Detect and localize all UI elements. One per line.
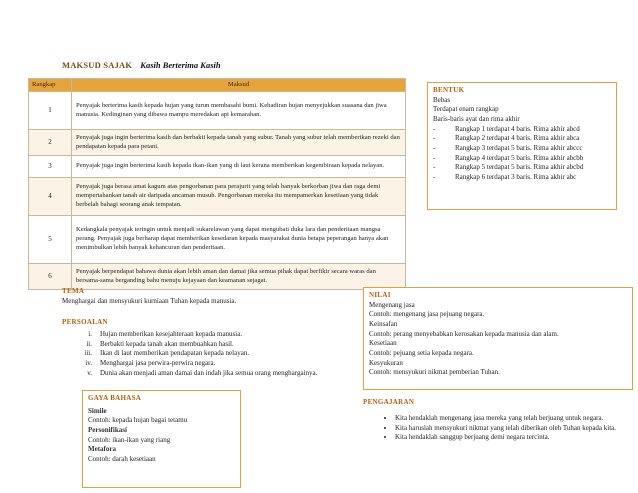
- title-label: MAKSUD SAJAK: [62, 60, 133, 70]
- table-row: [29, 216, 406, 264]
- gaya-subheading: Metafora: [88, 445, 116, 454]
- row-number: 6: [29, 264, 72, 290]
- pengajaran-section: [363, 398, 633, 443]
- list-item: • Kita hendaklah sanggup berjuang demi negara tercinta.: [395, 433, 633, 443]
- pengajaran-list: [363, 414, 633, 443]
- list-item: [62, 359, 317, 369]
- list-item: [433, 163, 611, 173]
- row-text: Penyajak berterima kasih kepada hujan yang turun membasahi bumi. Kehadiran hujan menyejukkan suasana dan jiwa manusia. Kedinginan yang dibawa mampu meredakan api kemarahan.: [72, 92, 406, 130]
- bentuk-item: Rangkap 3 terdapat 5 baris. Rima akhir abccc: [455, 143, 583, 152]
- table-row: [29, 92, 406, 130]
- list-item: [433, 134, 611, 144]
- persoalan-section: [62, 318, 317, 379]
- row-text: Penyajak berpendapat bahawa dunia akan lebih aman dan damai jika semua pihak dapat berfikir secara waras dan bersama-sama berganding bahu menuju kejayaan dan keamanan sejagat.: [72, 264, 406, 290]
- nilai-line: Contoh: mengenang jasa pejuang negara.: [369, 310, 485, 319]
- row-number: 5: [29, 216, 72, 264]
- bentuk-heading: BENTUK: [433, 86, 465, 94]
- bentuk-item: Rangkap 5 terdapat 5 baris. Rima akhir abcbd: [455, 163, 584, 172]
- persoalan-heading: PERSOALAN: [62, 318, 108, 326]
- bentuk-line: Terdapat enam rangkap: [433, 105, 499, 114]
- dash-marker: -: [433, 124, 436, 133]
- bentuk-item: Rangkap 2 terdapat 4 baris. Rima akhir abca: [455, 134, 580, 143]
- list-item: [62, 330, 317, 340]
- bentuk-line: Bebas: [433, 95, 451, 104]
- item-numeral: v.: [87, 368, 92, 377]
- list-item: [433, 173, 611, 183]
- dash-marker: -: [433, 134, 436, 143]
- nilai-line: Contoh: pejuang setia kepada negara.: [369, 348, 474, 357]
- nilai-line: Kesyukuran: [369, 358, 403, 367]
- gaya-heading: GAYA BAHASA: [88, 394, 142, 402]
- table-row: [29, 264, 406, 290]
- row-number: 3: [29, 156, 72, 178]
- list-item: • Kita haruslah mensyukuri nikmat yang telah diberikan oleh Tuhan kepada kita.: [395, 424, 633, 434]
- item-numeral: i.: [88, 329, 92, 338]
- row-text: Penyajak juga ingin berterima kasih kepada ikan-ikan yang di laut kerana memberikan kegembiraan kepada nelayan.: [72, 156, 406, 178]
- nilai-line: Keinsafan: [369, 319, 398, 328]
- row-text: Penyajak juga berasa amat kagum atas pengorbanan para perajurit yang telah banyak berkorban jiwa dan raga demi mempertahankan tanah air daripada ancaman musuh. Pengorbanan mereka itu mempamerkan kesetiaan yang tidak berbelah bahagi seorang anak tempatan.: [72, 178, 406, 216]
- bentuk-box: [427, 82, 617, 210]
- row-text: Kedangkala penyajak teringin untuk menjadi sukarelawan yang dapat mengubati duka lara dan penderitaan mangsa perang. Penyajak juga berharap dapat memberikan kesedaran kepada masyarakat dunia betapa peperangan hanya akan menimbulkan lebih banyak kehancuran dan penderitaan.: [72, 216, 406, 264]
- table-row: [29, 156, 406, 178]
- list-item: [433, 144, 611, 154]
- item-text: Dunia akan menjadi aman damai dan indah jika semua orang menghargainya.: [100, 368, 318, 377]
- item-numeral: iv.: [85, 359, 92, 368]
- gaya-bahasa-box: [82, 390, 241, 488]
- table-header-row: [29, 79, 406, 92]
- dash-marker: -: [433, 172, 436, 181]
- document-title: [62, 60, 221, 70]
- column-header-maksud: Maksud: [72, 79, 406, 92]
- list-item: [433, 125, 611, 135]
- list-item: [62, 340, 317, 350]
- dash-marker: -: [433, 163, 436, 172]
- list-item: [62, 349, 317, 359]
- row-number: 2: [29, 130, 72, 156]
- item-text: Hujan memberikan kesejahteraan kepada manusia.: [100, 329, 243, 338]
- nilai-line: Contoh: perang menyebabkan kerosakan kepada manusia dan alam.: [369, 329, 559, 338]
- gaya-example: Contoh: ikan-ikan yang riang: [88, 435, 171, 444]
- item-numeral: iii.: [84, 349, 92, 358]
- dash-marker: -: [433, 153, 436, 162]
- poem-title: Kasih Berterima Kasih: [140, 60, 221, 70]
- tema-section: [62, 287, 236, 307]
- bentuk-item: Rangkap 6 terdapat 3 baris. Rima akhir abc: [455, 172, 577, 181]
- dash-marker: -: [433, 143, 436, 152]
- gaya-example: Contoh: darah kesetiaan: [88, 454, 156, 463]
- maksud-table: [28, 78, 406, 290]
- table-row: [29, 178, 406, 216]
- row-number: 4: [29, 178, 72, 216]
- pengajaran-heading: PENGAJARAN: [363, 398, 415, 406]
- nilai-heading: NILAI: [369, 291, 391, 299]
- table-row: [29, 130, 406, 156]
- gaya-example: Contoh: kepada hujan bagai tetamu: [88, 416, 188, 425]
- list-item: [433, 154, 611, 164]
- column-header-rangkap: Rangkap: [29, 79, 72, 92]
- item-text: Ikan di laut memberikan pendapatan kepada nelayan.: [100, 349, 250, 358]
- item-text: Berbakti kepada tanah akan membuahkan hasil.: [100, 339, 234, 348]
- bentuk-item: Rangkap 1 terdapat 4 baris. Rima akhir abcd: [455, 124, 580, 133]
- tema-text: Menghargai dan mensyukuri kurniaan Tuhan kepada manusia.: [62, 296, 237, 305]
- item-numeral: ii.: [86, 339, 92, 348]
- list-item: [62, 369, 317, 379]
- item-text: Menghargai jasa perwira-perwira negara.: [100, 359, 216, 368]
- nilai-box: [363, 287, 633, 390]
- list-item: • Kita hendaklah mengenang jasa mereka yang telah berjuang untuk negara.: [395, 414, 633, 424]
- gaya-subheading: Personifikasi: [88, 425, 127, 434]
- tema-heading: TEMA: [62, 287, 85, 295]
- nilai-line: Kesetiaan: [369, 339, 397, 348]
- gaya-subheading: Simile: [88, 406, 107, 415]
- bentuk-item: Rangkap 4 terdapat 5 baris. Rima akhir abcbb: [455, 153, 584, 162]
- row-text: Penyajak juga ingin berterima kasih dan berbakti kepada tanah yang subur. Tanah yang subur telah memberikan rezeki dan pendapatan kepada para petani.: [72, 130, 406, 156]
- nilai-line: Contoh: mensyukuri nikmat pemberian Tuhan.: [369, 368, 500, 377]
- nilai-line: Mengenang jasa: [369, 300, 415, 309]
- row-number: 1: [29, 92, 72, 130]
- bentuk-line: Baris-baris ayat dan rima akhir: [433, 114, 520, 123]
